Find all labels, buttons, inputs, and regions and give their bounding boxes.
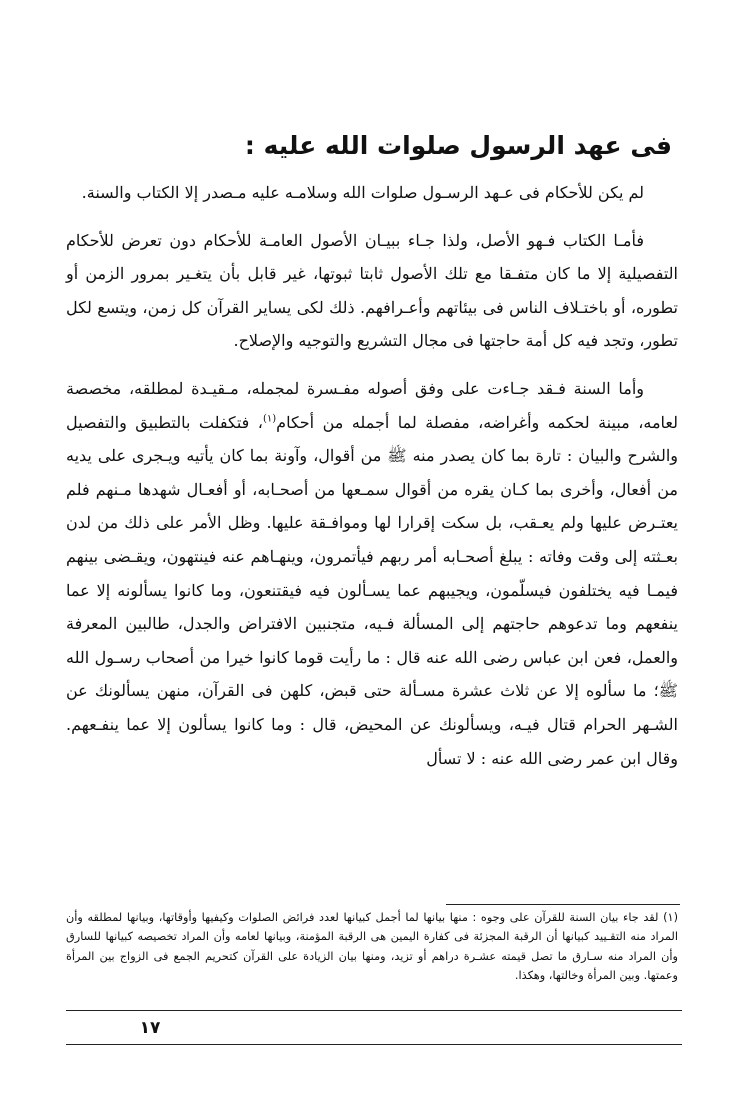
footer-rule-top bbox=[66, 1010, 682, 1011]
paragraph-3 bbox=[66, 372, 678, 775]
footnote-1: (١) لقد جاء بيان السنة للقرآن على وجوه : منها بيانها لما أجمل كبيانها لعدد فرائض الصلوات وكيفيها وأوقاتها، وبيانها لمطلقه وأن المراد منه التقـييد كبيانها أن الرقبة المجزئة فى كفارة اليمين هى الرقبة المؤمنة، وبيانها لعامه وأن المراد تخصيصه كبيانها للسارق وأن المراد منه سـارق ما تصل قيمته عشـرة دراهم أو تزيد، ومنها بيان الزيادة على القرآن كتحريم الجمع فى الزواج بين المرأة وعمتها. وبين المرأة وخالتها، وهكذا. bbox=[66, 911, 678, 983]
paragraph-3-part-2: ، فتكفلت بالتطبيق والتفصيل والشرح والبيان : تارة بما كان يصدر منه ﷺ من أقوال، وآونة بما كان يأتيه ويـجرى على يديه من أفعال، وأخرى بما كـان يقره من أقوال سمـعها من أصحـابه، أو أفعـال شهدها مـنهم فلم يعتـرض عليها ولم يعـقب، بل سكت إقرارا لها وموافـقة عليها. وظل الأمر على ذلك من لدن بعـثته إلى وقت وفاته : يبلغ أصحـابه أمر ربهم فيأتمرون، وينهـاهم عنه فينتهون، ويقـضى بينهم فيمـا فيه يختلفون فيسلّمون، ويجيبهم عما يسـألون فيه فيقتنعون، وما كانوا يسألونه إلا عما ينفعهم وما تدعوهم حاجتهم إلى المسألة فـيه، متجنبين الافتراض والجدل، طالبين المعرفة والعمل، فعن ابن عباس رضى الله عنه قال : ما رأيت قوما كانوا خيرا من أصحاب رسـول الله ﷺ؛ ما سألوه إلا عن ثلاث عشرة مسـألة حتى قبض، كلهن فى القرآن، منهن يسألونك عن الشـهر الحرام قتال فيـه، ويسألونك عن المحيض، قال : وما كانوا يسألون إلا عما ينفـعهم. وقال ابن عمر رضى الله عنه : لا تسأل bbox=[66, 412, 679, 768]
paragraph-2: فأمـا الكتاب فـهو الأصل، ولذا جـاء ببيـان الأصول العامـة للأحكام دون تعرض للأحكام التفصيلية إلا ما كان متفـقا مع تلك الأصول ثابتا ثبوتها، غير قابل بأن يتغـير بمرور الزمن أو تطوره، أو باختـلاف الناس فى بيئاتهم وأعـرافهم. ذلك لكى يساير القرآن كل زمن، ويتسع لكل تطور، وتجد فيه كل أمة حاجتها فى مجال التشريع والتوجيه والإصلاح. bbox=[66, 230, 678, 351]
footnote-separator bbox=[446, 904, 680, 905]
main-text bbox=[66, 176, 678, 775]
section-heading: فى عهد الرسول صلوات الله عليه : bbox=[244, 131, 672, 160]
footnotes bbox=[66, 908, 678, 986]
footer-rule-bottom bbox=[66, 1044, 682, 1045]
page-number: ١٧ bbox=[139, 1018, 161, 1038]
paragraph-1: لم يكن للأحكام فى عـهد الرسـول صلوات الله وسلامـه عليه مـصدر إلا الكتاب والسنة. bbox=[81, 183, 644, 202]
paragraph-3-part-1: وأما السنة فـقد جـاءت على وفق أصوله مفـسرة لمجمله، مـقيـدة لمطلقه، مخصصة لعامه، مبينة لحكمه وأغراضه، مفصلة لما أجمله من أحكام bbox=[66, 378, 679, 432]
footnote-marker[interactable]: (١) bbox=[262, 413, 277, 425]
